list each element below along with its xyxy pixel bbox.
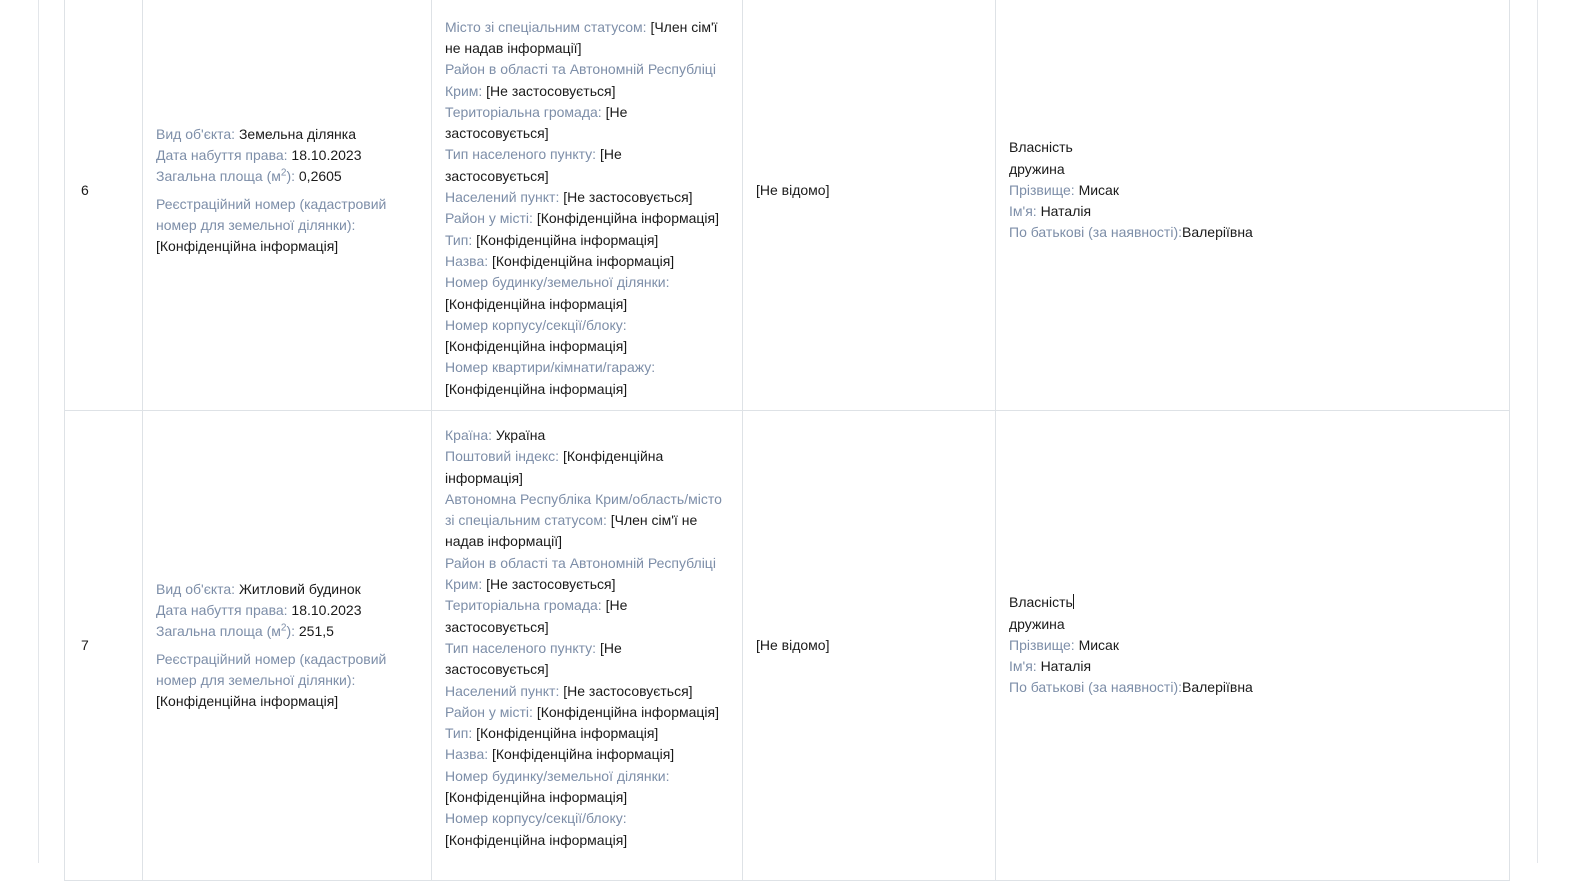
address-field: Територіальна громада: [Не застосовується]	[445, 103, 628, 142]
total-area: Загальна площа $(м^2)$: 0,2605	[156, 167, 342, 185]
address-field: Країна: Україна	[445, 427, 546, 443]
address-cell	[432, 411, 743, 881]
address-field: Населений пункт: [Не застосовується]	[445, 682, 693, 699]
address-field: Назва: [Конфіденційна інформація]	[445, 252, 675, 269]
object-type: Вид об'єкта: Житловий будинок	[156, 580, 361, 597]
acquisition-date: Дата набуття права: 18.10.2023	[156, 146, 362, 163]
address-field: Район в області та Автономній Республіці Крим: [Не застосовується]	[445, 61, 716, 99]
address-field: Місто зі спеціальним статусом: [Член сім'ї не надав інформації]	[445, 18, 718, 56]
address-field: Тип населеного пункту: [Не застосовується]	[445, 639, 622, 678]
acquisition-date: Дата набуття права: 18.10.2023	[156, 601, 362, 618]
registration-number-value: [Конфіденційна інформація]	[156, 693, 339, 710]
table-row	[65, 0, 1510, 411]
address-field: Номер будинку/земельної ділянки: [Конфіденційна інформація]	[445, 767, 670, 806]
owner-name: Ім'я: Наталія	[1009, 658, 1092, 675]
address-field: Тип населеного пункту: [Не застосовується]	[445, 146, 622, 184]
address-field: Автономна Республіка Крим/область/місто зі спеціальним статусом: [Член сім'ї не надав інформації]	[445, 490, 722, 550]
text-cursor	[1073, 594, 1074, 609]
address-field: Номер корпусу/секції/блоку: [Конфіденційна інформація]	[445, 316, 628, 355]
owner-name: Ім'я: Наталія	[1009, 203, 1092, 220]
total-area: Загальна площа $(м^2)$: 251,5	[156, 622, 334, 640]
table-row	[65, 411, 1510, 881]
owner-relation: дружина	[1009, 615, 1065, 632]
object-cell	[143, 411, 432, 881]
page-border-left	[38, 0, 39, 863]
cost-cell: [Не відомо]	[743, 0, 996, 411]
row-number: 7	[65, 411, 143, 881]
owner-cell	[996, 411, 1510, 881]
address-field: Номер корпусу/секції/блоку: [Конфіденційна інформація]	[445, 810, 628, 848]
address-field: Населений пункт: [Не застосовується]	[445, 189, 693, 206]
page-border-right	[1537, 0, 1538, 863]
address-field: Номер квартири/кімнати/гаражу: [Конфіденційна інформація]	[445, 359, 656, 397]
owner-relation: дружина	[1009, 160, 1065, 177]
registration-number-label: Реєстраційний номер (кадастровий номер для земельної ділянки):	[156, 195, 387, 233]
address-field: Район у місті: [Конфіденційна інформація]	[445, 703, 720, 720]
object-cell	[143, 0, 432, 411]
owner-patronymic: По батькові (за наявності):Валеріївна	[1009, 224, 1253, 241]
row-number: 6	[65, 0, 143, 411]
address-field: Тип: [Конфіденційна інформація]	[445, 231, 659, 248]
registration-number-label: Реєстраційний номер (кадастровий номер для земельної ділянки):	[156, 650, 387, 688]
address-cell	[432, 0, 743, 411]
registration-number-value: [Конфіденційна інформація]	[156, 238, 339, 255]
address-field: Номер будинку/земельної ділянки: [Конфіденційна інформація]	[445, 274, 670, 312]
cost-cell: [Не відомо]	[743, 411, 996, 881]
owner-surname: Прізвище: Мисак	[1009, 636, 1119, 653]
owner-cell	[996, 0, 1510, 411]
address-field: Район у місті: [Конфіденційна інформація]	[445, 210, 720, 227]
address-field: Назва: [Конфіденційна інформація]	[445, 746, 675, 763]
address-field: Поштовий індекс: [Конфіденційна інформація]	[445, 448, 664, 486]
ownership-type[interactable]: Власність	[1009, 594, 1073, 611]
owner-surname: Прізвище: Мисак	[1009, 181, 1119, 198]
property-table	[64, 0, 1510, 881]
address-field: Район в області та Автономній Республіці Крим: [Не застосовується]	[445, 554, 716, 593]
address-field: Тип: [Конфіденційна інформація]	[445, 725, 659, 742]
owner-patronymic: По батькові (за наявності):Валеріївна	[1009, 679, 1253, 696]
ownership-type: Власність	[1009, 139, 1073, 156]
object-type: Вид об'єкта: Земельна ділянка	[156, 125, 356, 142]
address-field: Територіальна громада: [Не застосовується]	[445, 597, 628, 635]
